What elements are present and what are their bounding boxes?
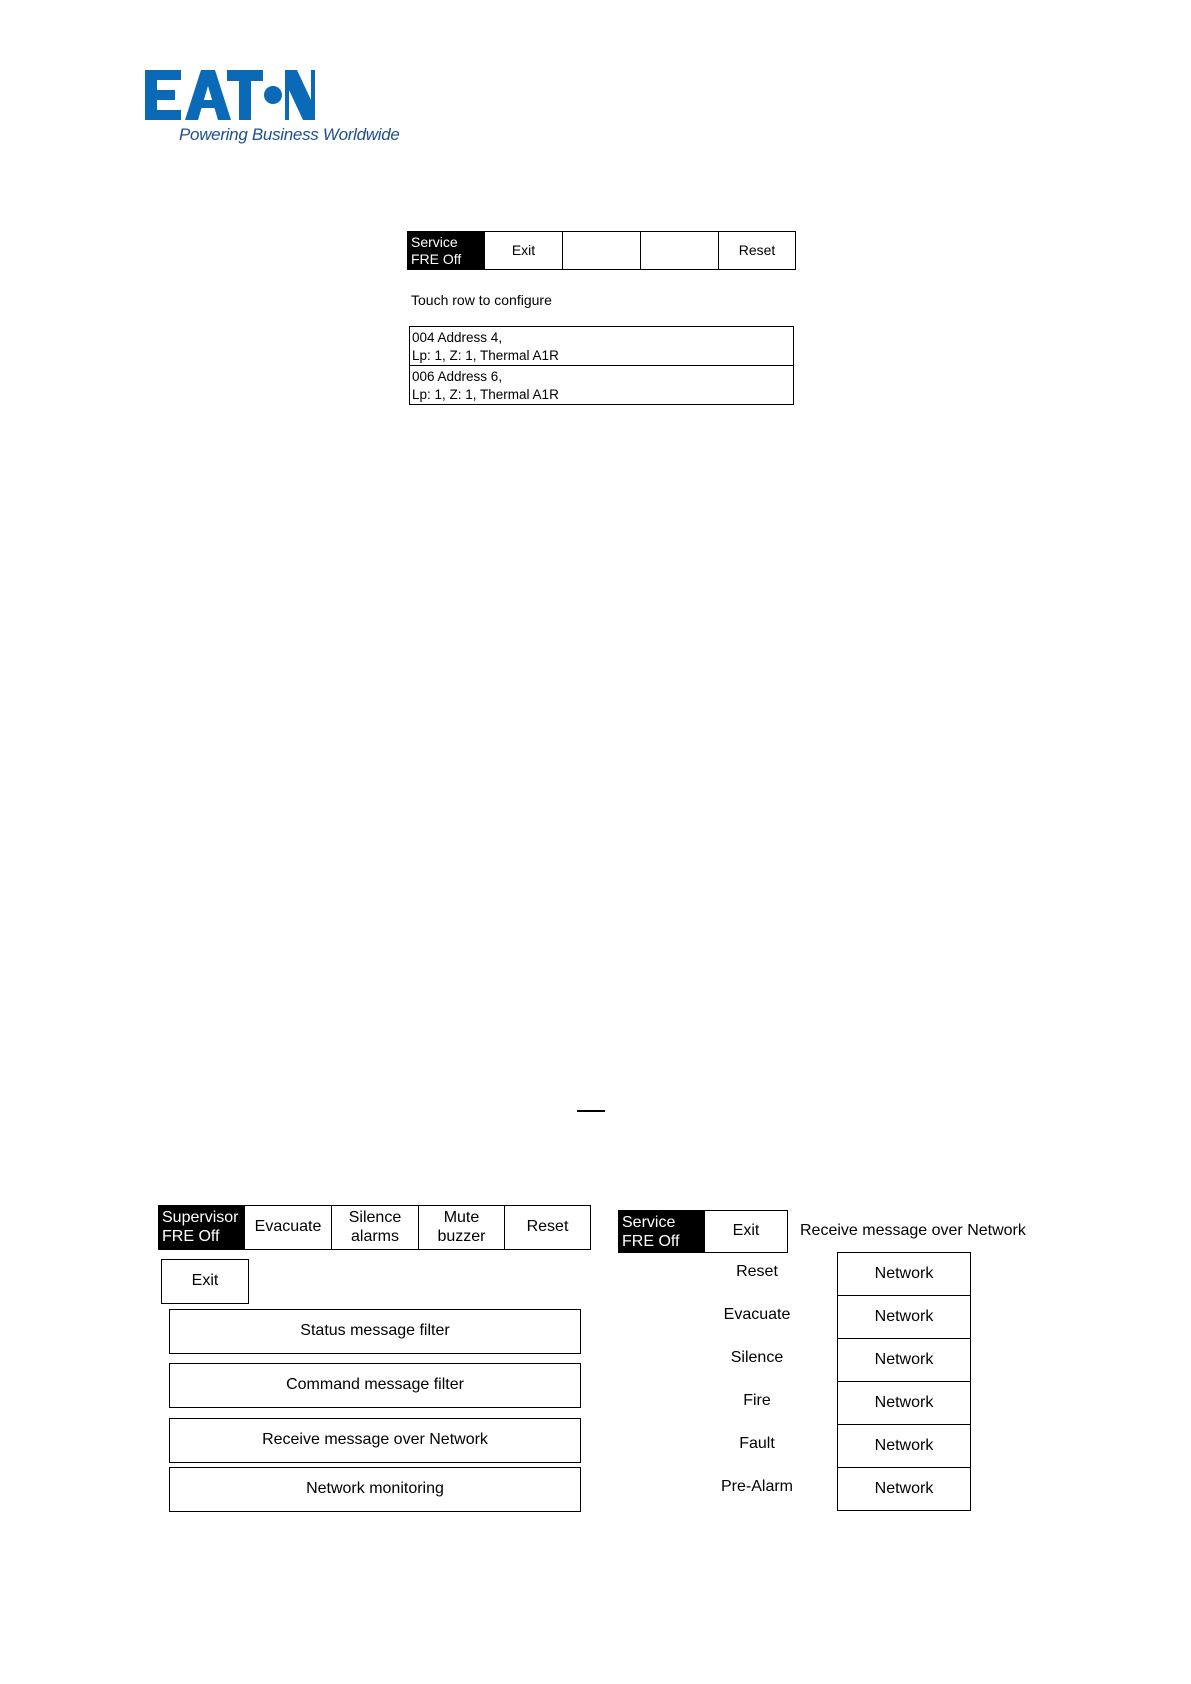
mode-line-1: Service <box>622 1214 676 1231</box>
button-line-2: alarms <box>350 1227 399 1245</box>
device-row[interactable] <box>410 327 793 366</box>
row-label: Fire <box>743 1392 771 1409</box>
device-list <box>409 326 794 405</box>
exit-button[interactable]: Exit <box>161 1259 249 1304</box>
mode-status-badge <box>407 231 485 270</box>
row-label: Evacuate <box>723 1306 791 1323</box>
exit-button[interactable]: Exit <box>704 1210 788 1253</box>
device-row-line-1: 004 Address 4, <box>412 330 503 345</box>
button-line-1: Mute <box>443 1209 480 1227</box>
instruction-text: Touch row to configure <box>411 292 552 308</box>
eaton-logo-mark <box>145 70 315 122</box>
network-source-button[interactable]: Network <box>837 1295 971 1339</box>
mode-line-1: Service <box>411 234 458 250</box>
device-row-line-2: Lp: 1, Z: 1, Thermal A1R <box>412 386 559 402</box>
divider <box>577 1110 605 1112</box>
row-label: Fault <box>739 1435 775 1452</box>
menu-item-network-monitoring[interactable]: Network monitoring <box>169 1467 581 1512</box>
mode-line-2: FRE Off <box>411 250 462 267</box>
mode-line-2: FRE Off <box>622 1233 680 1251</box>
row-label: Silence <box>730 1349 784 1366</box>
device-row-line-2: Lp: 1, Z: 1, Thermal A1R <box>412 347 559 363</box>
button-line-1: Silence <box>348 1209 402 1227</box>
mute-buzzer-button[interactable] <box>418 1205 505 1250</box>
blank-button-2[interactable] <box>640 231 719 270</box>
mode-line-1: Supervisor <box>162 1209 239 1226</box>
network-source-button[interactable]: Network <box>837 1252 971 1296</box>
eaton-logo <box>145 66 400 146</box>
menu-item-command-message-filter[interactable]: Command message filter <box>169 1363 581 1408</box>
blank-button-1[interactable] <box>562 231 641 270</box>
screen-title: Receive message over Network <box>800 1222 1026 1239</box>
network-source-button[interactable]: Network <box>837 1338 971 1382</box>
mode-status-badge <box>618 1210 705 1253</box>
eaton-tagline: Powering Business Worldwide <box>179 125 400 144</box>
button-line-2: buzzer <box>437 1227 486 1245</box>
evacuate-button[interactable]: Evacuate <box>244 1205 332 1250</box>
device-row[interactable] <box>410 366 793 404</box>
device-row-line-1: 006 Address 6, <box>412 369 503 384</box>
reset-button[interactable]: Reset <box>718 231 796 270</box>
exit-button[interactable]: Exit <box>484 231 563 270</box>
mode-line-2: FRE Off <box>162 1228 220 1246</box>
reset-button[interactable]: Reset <box>504 1205 591 1250</box>
network-source-button[interactable]: Network <box>837 1381 971 1425</box>
network-source-button[interactable]: Network <box>837 1424 971 1468</box>
row-label: Reset <box>736 1263 778 1280</box>
row-label: Pre-Alarm <box>720 1478 793 1495</box>
network-source-button[interactable]: Network <box>837 1467 971 1511</box>
menu-item-receive-message-over-network[interactable]: Receive message over Network <box>169 1418 581 1463</box>
menu-item-status-message-filter[interactable]: Status message filter <box>169 1309 581 1354</box>
silence-alarms-button[interactable] <box>331 1205 419 1250</box>
mode-status-badge <box>158 1205 245 1250</box>
